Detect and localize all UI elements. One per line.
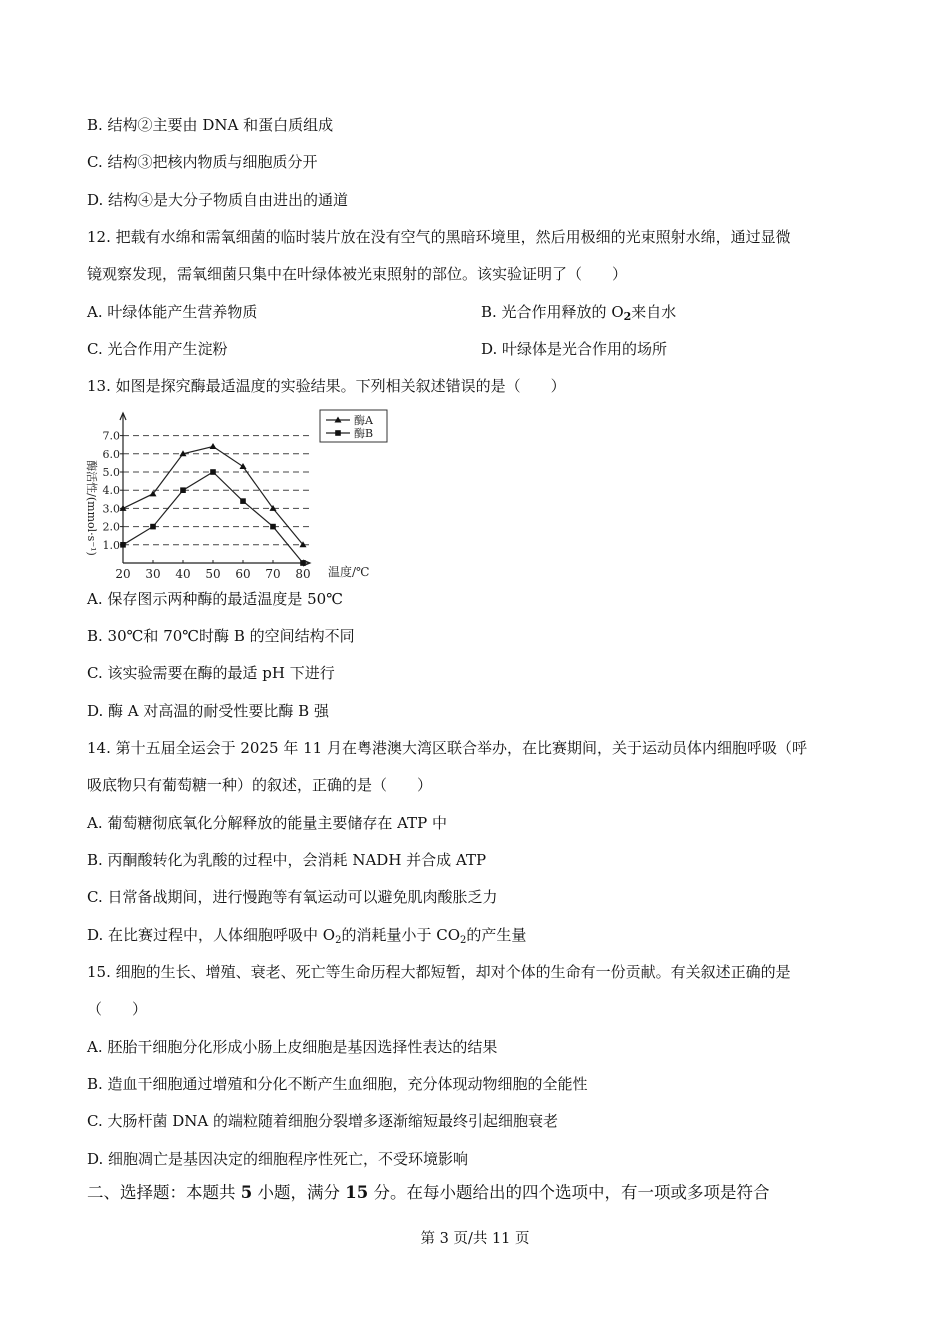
chart-legend — [320, 410, 387, 442]
point-enzyme-a — [210, 443, 217, 449]
q14-option-b: B. 丙酮酸转化为乳酸的过程中，会消耗 NADH 并合成 ATP — [87, 851, 487, 869]
section2-heading: 二、选择题：本题共 5 小题，满分 15 分。在每小题给出的四个选项中，有一项或多项是符合 — [87, 1183, 770, 1202]
x-tick-label: 50 — [205, 567, 221, 581]
q12-option-c: C. 光合作用产生淀粉 — [87, 340, 228, 358]
point-enzyme-b — [180, 487, 186, 493]
chart-x-label: 温度/℃ — [328, 565, 370, 579]
point-enzyme-b — [240, 498, 246, 504]
x-tick-label: 40 — [175, 567, 191, 581]
x-tick-label: 80 — [295, 567, 311, 581]
q11-option-b: B. 结构②主要由 DNA 和蛋白质组成 — [87, 116, 334, 134]
point-enzyme-b — [150, 524, 156, 530]
point-enzyme-b — [210, 469, 216, 475]
q13-option-c: C. 该实验需要在酶的最适 pH 下进行 — [87, 664, 335, 682]
x-tick-label: 30 — [145, 567, 161, 581]
point-enzyme-b — [120, 542, 126, 548]
chart-y-label: 酶活性/(mmol·s⁻¹) — [85, 460, 98, 556]
q14-stem-line1: 14. 第十五届全运会于 2025 年 11 月在粤港澳大湾区联合举办，在比赛期间，关于运动员体内细胞呼吸（呼 — [87, 739, 807, 757]
x-tick-label: 70 — [265, 567, 281, 581]
point-enzyme-a — [240, 463, 247, 469]
page-footer: 第 3 页/共 11 页 — [420, 1231, 530, 1247]
chart-y-ticks — [103, 430, 124, 552]
q11-option-c: C. 结构③把核内物质与细胞质分开 — [87, 153, 318, 171]
q13-option-a: A. 保存图示两种酶的最适温度是 50℃ — [87, 590, 344, 608]
q15-option-b: B. 造血干细胞通过增殖和分化不断产生血细胞，充分体现动物细胞的全能性 — [87, 1075, 588, 1093]
q15-stem-line1: 15. 细胞的生长、增殖、衰老、死亡等生命历程大都短暂，却对个体的生命有一份贡献。有关叙述正确的是 — [87, 963, 791, 981]
legend-marker-enzyme-b — [335, 430, 341, 436]
q15-option-c: C. 大肠杆菌 DNA 的端粒随着细胞分裂增多逐渐缩短最终引起细胞衰老 — [87, 1112, 559, 1130]
q12-option-b: B. 光合作用释放的 $O_2$来自水 — [481, 303, 677, 323]
q14-option-c: C. 日常备战期间，进行慢跑等有氧运动可以避免肌肉酸胀乏力 — [87, 888, 498, 906]
x-tick-label: 60 — [235, 567, 251, 581]
legend-label: 酶A — [354, 414, 373, 427]
q12-stem-line2: 镜观察发现，需氧细菌只集中在叶绿体被光束照射的部位。该实验证明了（ ） — [87, 265, 628, 283]
y-tick-label: 3.0 — [102, 502, 120, 516]
y-tick-label: 4.0 — [102, 484, 120, 498]
q12-option-a: A. 叶绿体能产生营养物质 — [87, 303, 258, 321]
q15-option-a: A. 胚胎干细胞分化形成小肠上皮细胞是基因选择性表达的结果 — [87, 1038, 498, 1056]
series-line-enzyme-b — [123, 472, 303, 563]
chart-series — [120, 443, 307, 566]
point-enzyme-b — [270, 524, 276, 530]
x-tick-label: 20 — [115, 567, 131, 581]
y-tick-label: 5.0 — [102, 466, 120, 479]
y-tick-label: 6.0 — [102, 447, 120, 461]
enzyme-activity-chart — [78, 408, 398, 584]
q15-option-d: D. 细胞凋亡是基因决定的细胞程序性死亡，不受环境影响 — [87, 1150, 469, 1168]
point-enzyme-b — [300, 560, 306, 566]
q13-stem: 13. 如图是探究酶最适温度的实验结果。下列相关叙述错误的是（ ） — [87, 377, 566, 395]
y-tick-label: 1.0 — [102, 538, 120, 552]
point-enzyme-a — [120, 505, 127, 511]
y-tick-label: 7.0 — [102, 429, 120, 443]
y-tick-label: 2.0 — [102, 520, 120, 534]
q13-option-d: D. 酶 A 对高温的耐受性要比酶 B 强 — [87, 702, 329, 720]
q14-stem-line2: 吸底物只有葡萄糖一种）的叙述，正确的是（ ） — [87, 776, 433, 794]
q12-stem-line1: 12. 把载有水绵和需氧细菌的临时装片放在没有空气的黑暗环境里，然后用极细的光束照射水绵，通过显微 — [87, 228, 791, 246]
q14-option-a: A. 葡萄糖彻底氧化分解释放的能量主要储存在 ATP 中 — [87, 814, 448, 832]
q11-option-d: D. 结构④是大分子物质自由进出的通道 — [87, 191, 349, 209]
q14-option-d: D. 在比赛过程中，人体细胞呼吸中 $O_2$的消耗量小于 $CO_2$的产生量 — [87, 926, 527, 946]
q13-option-b: B. 30℃和 70℃时酶 B 的空间结构不同 — [87, 627, 355, 645]
q15-stem-line2: （ ） — [87, 1000, 148, 1018]
legend-label: 酶B — [354, 427, 374, 440]
q12-option-d: D. 叶绿体是光合作用的场所 — [481, 340, 668, 358]
